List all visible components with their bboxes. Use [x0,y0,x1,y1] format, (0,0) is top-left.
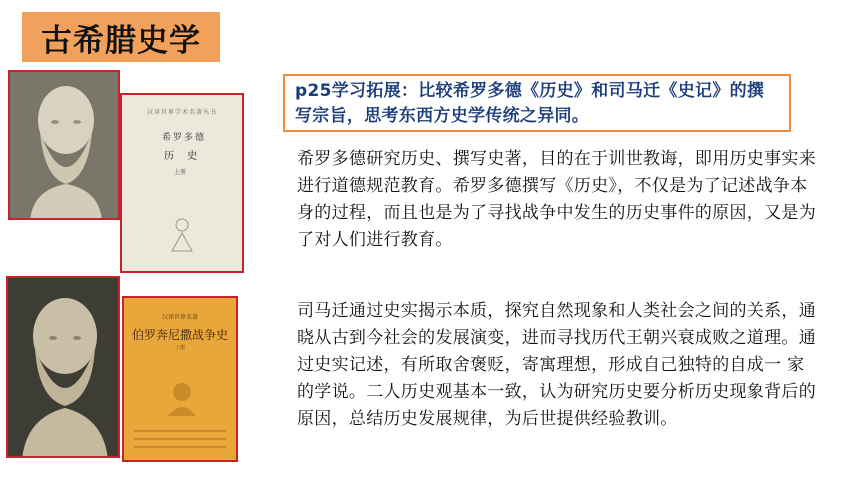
book2-volume: 上册 [174,345,185,351]
thucydides-bust-image [6,276,120,458]
book1-title: 历 史 [164,151,203,162]
bust-icon [10,72,120,220]
book1-series: 汉译世界学术名著丛书 [146,109,217,116]
sima-qian-paragraph: 司马迁通过史实揭示本质，探究自然现象和人类社会之间的关系，通晓从古到今社会的发展演变，进而寻找历代王朝兴衰成败之道理。通过史实记述，有所取舍褒贬，寄寓理想，形成自己独特的自成一 家的学说。二人历史观基本一致，认为研究历史要分析历史现象背后的原因，总结历史发展规律，为后世提供经验教训。 [297,301,816,429]
peloponnesian-war-book-cover [122,296,238,462]
bust-icon [8,278,120,458]
profile-portrait-icon [162,376,202,416]
book2-series: 汉译世界名著 [161,314,198,321]
histories-book-cover [120,93,244,273]
cover-rule [134,438,226,440]
herodotus-bust-image [8,70,120,220]
book2-title: 伯罗奔尼撒战争史 [131,328,228,342]
herodotus-paragraph: 希罗多德研究历史、撰写史著，目的在于训世教诲，即用历史事实来进行道德规范教育。希罗多德撰写《历史》，不仅是为了记述战争本身的过程，而且也是为了寻找战争中发生的历史事件的原因，又是为了对人们进行教育。 [297,149,816,250]
book-emblem-icon [167,215,197,255]
learning-extension-prompt: p25学习拓展：比较希罗多德《历史》和司马迁《史记》的撰写宗旨，思考东西方史学传统之异同。 [283,74,791,132]
slide-title: 古希腊史学 [41,22,201,59]
cover-rule [134,430,226,432]
book1-volume: 上册 [174,169,187,176]
book1-author: 希罗多德 [162,133,207,143]
slide-title-box [22,12,220,62]
cover-rule [134,446,226,448]
